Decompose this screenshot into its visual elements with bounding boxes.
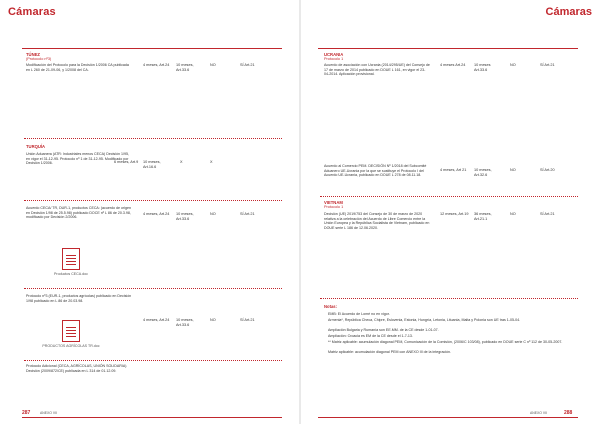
turquia2-text: Acuerdo CECA/ TR, DUR-1, productos CECA: (acuerdo de origen en Decisión 1/98 de 25.5.98) publicado DOCE nº L 86 de 20.3.98, modificado por Decisión 2/2006.: [26, 206, 131, 220]
tunez-col-a: 4 meses, Art.24: [143, 63, 170, 67]
ukraine2-col-a: 4 meses, Art 21: [440, 168, 467, 172]
turquia2-col-c: NO: [210, 212, 216, 216]
section-subheading-vietnam: Protocolo 1: [324, 205, 344, 209]
note-item: EMB: El Acuerdo de Lomé no en vigor.: [328, 312, 390, 316]
vietnam-text: Decisión (UE) 2019/753 del Consejo de 30 de marzo de 2020 relativa a la celebración del Acuerdo de Libre Comercio entre la Unión Europea y la República Socialista de Vietnam, publicado en DOUE serie L 186 de 12.06.2020.: [324, 212, 430, 230]
turquia3-text: Protocolo nº3 (EUR-1, productos agrícolas) publicado en Decisión 1/98 publicado en L 86 de 20.03.98.: [26, 294, 132, 303]
page-number: 287: [22, 410, 31, 416]
turquia-col-c: X: [180, 160, 183, 164]
section-subheading-tunez: (Protocolo nº3): [26, 57, 52, 61]
turquia4-text: Protocolo Adicional (CECA, AGRÍCOLAS, UNIÓN SOLIDARIA) Decisión (2009/872/CE) publicada en L 314 de 01.12.09.: [26, 364, 127, 373]
section-heading-ucrania: UCRANIA: [324, 52, 344, 57]
note-item: Ampliación: Croacia es EM de la CE desde el 1-7-13.: [328, 334, 413, 338]
vietnam-col-d: SÍ Art.21: [540, 212, 555, 216]
row-separator: [24, 288, 282, 289]
header-rule: [318, 48, 578, 49]
notes-heading: Notas:: [324, 304, 338, 309]
page-label: ANEXO VII: [530, 411, 547, 415]
row-separator: [320, 298, 578, 299]
tunez-col-c: NO: [210, 63, 216, 67]
note-item: Armenia*, República Checa, Chipre, Eslovenia, Estonia, Hungría, Letonia, Lituania, Malta y Polonia son UE tras 1-05-04.: [328, 318, 521, 322]
turquia2-col-b: 10 meses, Art.33.6: [176, 212, 194, 221]
ukraine2-col-d: SÍ Art.20: [540, 168, 555, 172]
section-subheading-ucrania: Protocolo 1: [324, 57, 344, 61]
ukraine2-col-c: NO: [510, 168, 516, 172]
section-heading-vietnam: VIETNAM: [324, 200, 343, 205]
ukraine-col-b: 10 meses Art.33.6: [474, 63, 491, 72]
turquia2-col-d: SÍ Art.21: [240, 212, 255, 216]
note-item: Ampliación Bulgaria y Rumanía son EE.MM. de la CE desde 1-01-07.: [328, 328, 439, 332]
ukraine-col-a: 4 meses Art.24: [440, 63, 466, 67]
turquia-col-d: X: [210, 160, 213, 164]
tunez-col-b: 10 meses, Art.33.6: [176, 63, 194, 72]
turquia3-col-c: NO: [210, 318, 216, 322]
vietnam-col-b: 36 meses, Art.21.1: [474, 212, 492, 221]
right-page: [300, 0, 600, 424]
note-item: Matriz aplicable: acumulación diagonal PEM con ANEXO III de la integración.: [328, 350, 452, 354]
pdf-attachment-icon[interactable]: [62, 320, 80, 342]
header-rule: [22, 48, 282, 49]
ukraine2-col-b: 10 meses, Art.32.6: [474, 168, 492, 177]
pdf-attachment-caption: Productos CECA.doc: [54, 272, 88, 276]
turquia-col-a: 6 meses, Art.9: [114, 160, 139, 164]
row-separator: [24, 200, 282, 201]
row-separator: [320, 196, 578, 197]
turquia2-col-a: 4 meses, Art.24: [143, 212, 170, 216]
ukraine-col-d: SÍ Art.21: [540, 63, 555, 67]
section-heading-turquia: TURQUÍA: [26, 144, 46, 149]
tunez-text: Modificación del Protocolo para la Decisión 1/2006 CA publicada en L 260 de 21-09-06, y 1/2008 del CA.: [26, 63, 129, 72]
footer-rule: [318, 417, 578, 418]
pdf-attachment-icon[interactable]: [62, 248, 80, 270]
tunez-col-d: SÍ Art.21: [240, 63, 255, 67]
turquia-col-b: 10 meses, Art.16.6: [143, 160, 161, 169]
turquia3-col-b: 10 meses, Art.33.6: [176, 318, 194, 327]
row-separator: [24, 138, 282, 139]
section-heading-tunez: TÚNEZ: [26, 52, 40, 57]
row-separator: [24, 360, 282, 361]
brand-logo: Cámaras: [8, 6, 56, 18]
footer-rule: [22, 417, 282, 418]
vietnam-col-c: NO: [510, 212, 516, 216]
brand-logo: Cámaras: [545, 6, 592, 18]
ukraine-text: Acuerdo de asociación con Ucrania (2014/295/UE) del Consejo de 17 de marzo de 2014 publicado en DOUE L 161, en vigor el 23-04-2014. Aplicación provisional.: [324, 63, 430, 77]
ukraine-col-c: NO: [510, 63, 516, 67]
pdf-attachment-caption: PRODUCTOS AGRÍCOLAS TR.doc: [42, 344, 100, 348]
page-number: 288: [564, 410, 573, 416]
note-item: ** Matriz aplicable: acumulación diagonal PEM, Comunicación de la Comisión, (2006/C 103/08), publicado en DOUE serie C nº 112 de 30-05-2007.: [328, 340, 563, 344]
turquia3-col-a: 4 meses, Art.24: [143, 318, 170, 322]
page-label: ANEXO VII: [40, 411, 57, 415]
turquia3-col-d: SÍ Art.21: [240, 318, 255, 322]
turquia-text: Unión Aduanera (ATR: Industriales menos CECA) Decisión 1/95, en vigor el 31-12-95. Protocolo nº 1 de 31-12-95. Modificado por Decisión 1/2006.: [26, 152, 130, 166]
vietnam-col-a: 12 meses, Art.19: [440, 212, 469, 216]
ukraine2-text: Acuerdo al Comercio PEM. DECISIÓN Nº 1/2018 del Subcomité Aduanero UE-Ucrania por la que se sustituye el Protocolo I del Acuerdo UE-Ucrania, publicado en DOUE L 278 de 08.11.18.: [324, 164, 427, 178]
